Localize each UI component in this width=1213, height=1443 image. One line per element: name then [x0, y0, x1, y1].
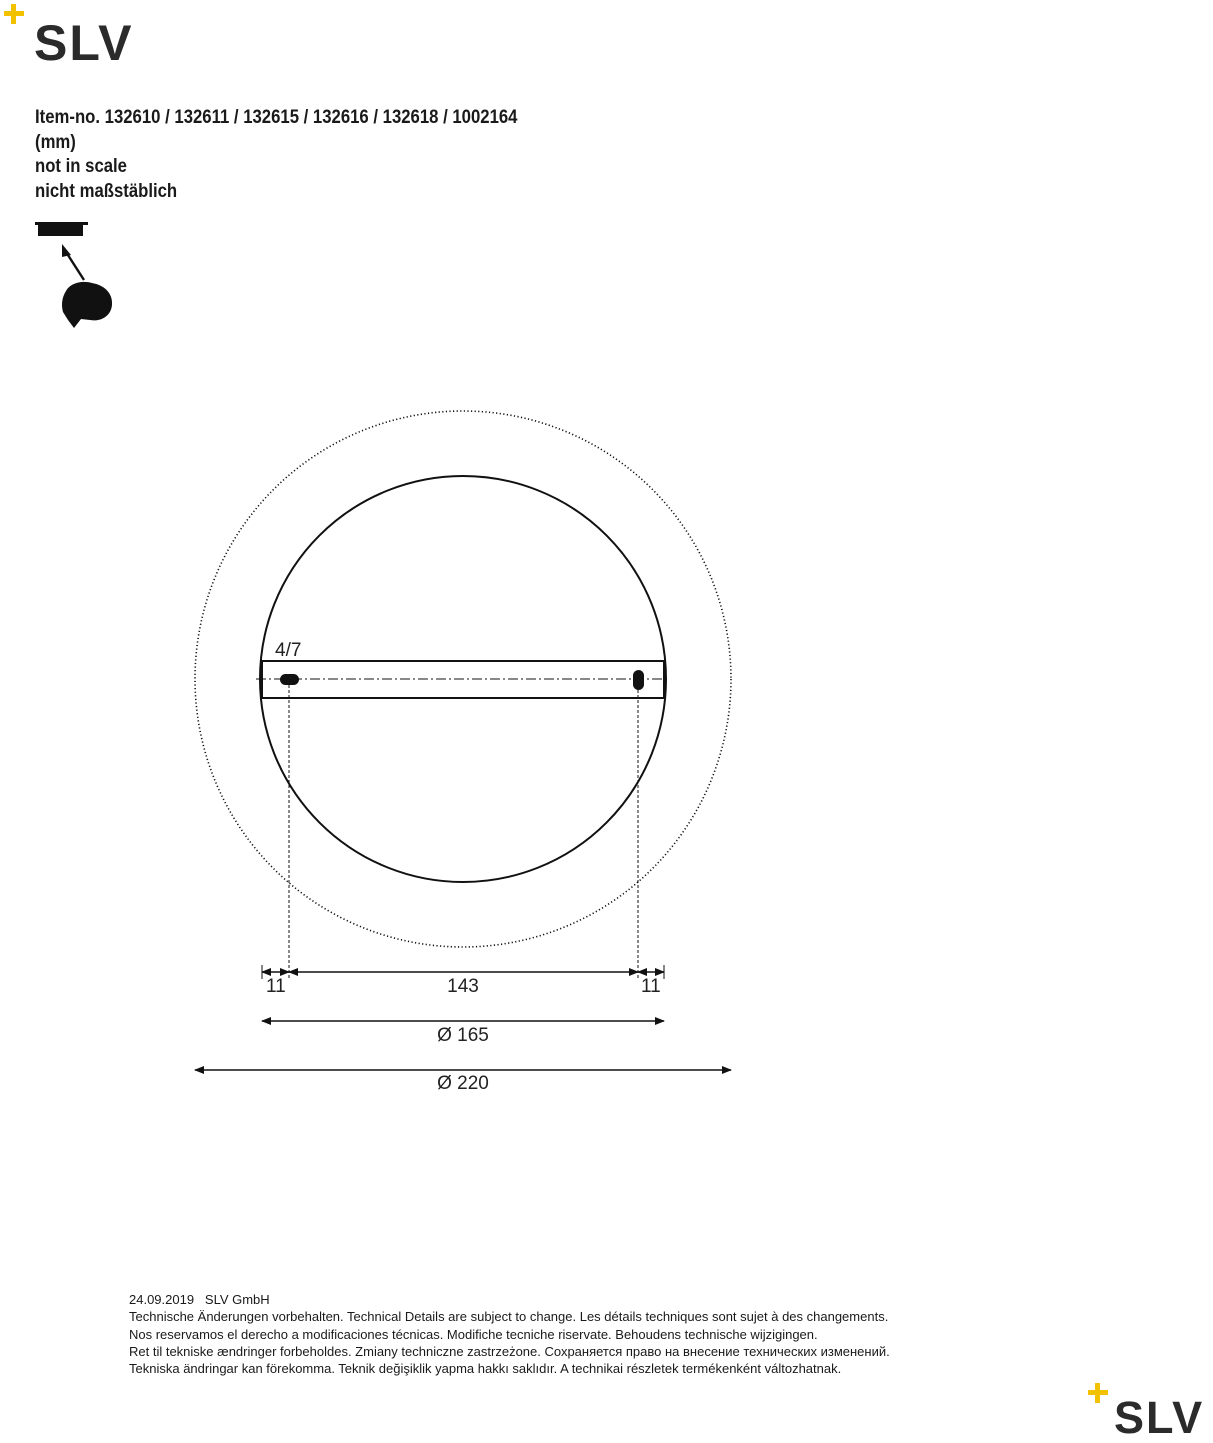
left-slot — [280, 674, 299, 685]
mounting-icon-group — [35, 222, 112, 328]
logo-wordmark: SLV — [1114, 1392, 1205, 1443]
inner-diameter-label: Ø 165 — [437, 1025, 489, 1046]
lamp-head-icon — [62, 282, 112, 328]
logo-wordmark: SLV — [34, 15, 134, 71]
outer-diameter-label: Ø 220 — [437, 1073, 489, 1094]
footer-disclaimer-line: Tekniska ändringar kan förekomma. Teknik değişiklik yapma hakkı saklıdır. A technikai részletek termékenként változhatnak. — [129, 1361, 842, 1377]
footer-date-company: 24.09.2019 SLV GmbH — [129, 1292, 270, 1307]
footer-block — [129, 1291, 1029, 1377]
slot-size-label: 4/7 — [275, 640, 302, 661]
hole-spacing-label: 143 — [447, 976, 479, 997]
scale-note-en: not in scale — [35, 156, 127, 177]
unit-label: (mm) — [35, 131, 76, 153]
ceiling-mount-icon — [35, 222, 88, 236]
arrow-icon — [62, 244, 84, 280]
plus-icon — [1088, 1383, 1108, 1403]
scale-note-de: nicht maßstäblich — [35, 180, 178, 202]
right-margin-label: 11 — [641, 976, 661, 997]
footer-disclaimer-line: Technische Änderungen vorbehalten. Technical Details are subject to change. Les détails techniques sont sujet à des changements. — [129, 1309, 889, 1325]
footer-disclaimer-line: Nos reservamos el derecho a modificaciones técnicas. Modifiche tecniche riservate. Behoudens technische wijzigingen. — [129, 1326, 818, 1342]
slv-logo-bottom — [1088, 1383, 1213, 1443]
item-numbers: Item-no. 132610 / 132611 / 132615 / 132616 / 132618 / 1002164 — [35, 107, 518, 128]
footer-disclaimer-line: Ret til tekniske ændringer forbeholdes. Zmiany techniczne zastrzeżone. Сохраняется право на внесение технических изменений. — [129, 1343, 890, 1359]
left-margin-label: 11 — [266, 976, 286, 997]
